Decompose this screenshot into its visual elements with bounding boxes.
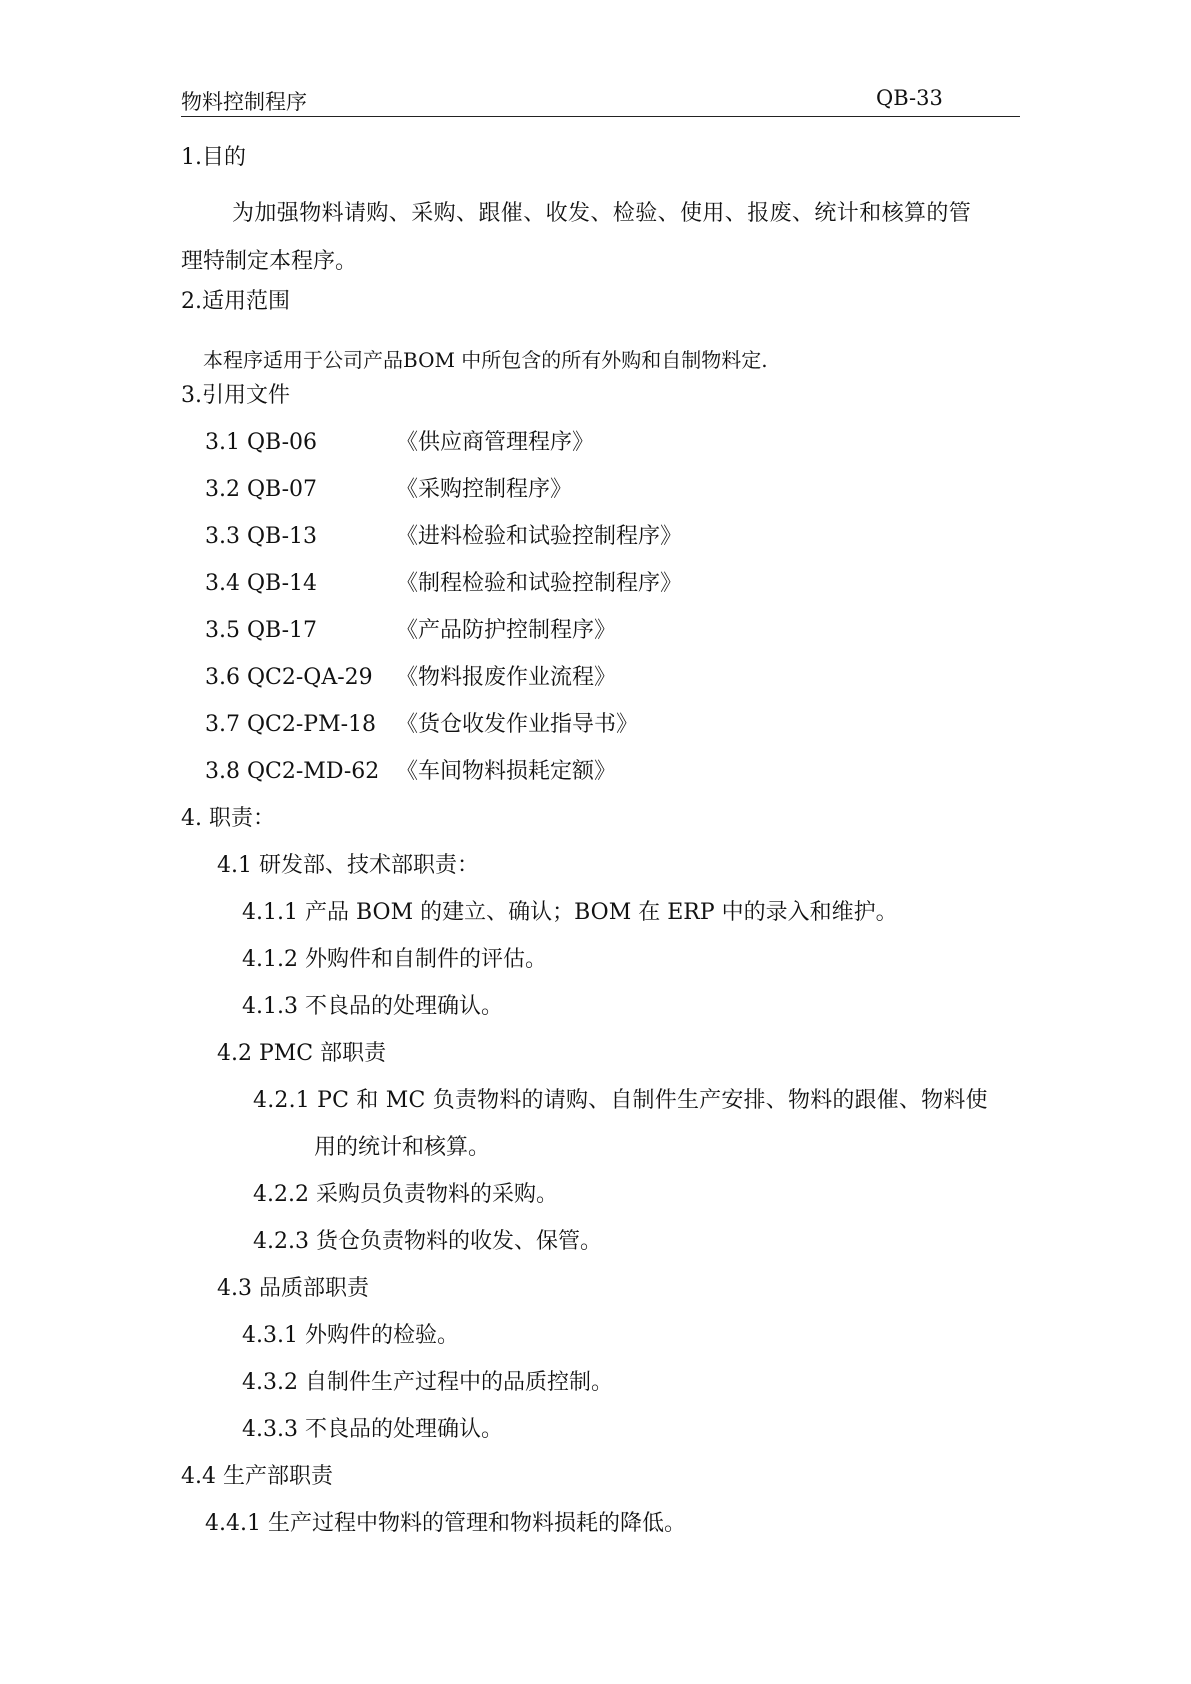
reference-number: 3.1: [205, 430, 240, 455]
section-4-1-item: 4.1.1 产品 BOM 的建立、确认；BOM 在 ERP 中的录入和维护。: [242, 900, 898, 925]
reference-item: [205, 428, 594, 458]
reference-code: QB-14: [247, 571, 318, 596]
reference-item: [205, 616, 616, 646]
reference-item: [205, 757, 616, 787]
section-4-3-item: 4.3.3 不良品的处理确认。: [242, 1417, 503, 1442]
section-2-paragraph: 本程序适用于公司产品BOM 中所包含的所有外购和自制物料定.: [203, 348, 768, 372]
section-3-heading: 3.引用文件: [181, 383, 290, 408]
section-4-2-heading: 4.2 PMC 部职责: [217, 1041, 387, 1066]
reference-code: QC2-PM-18: [247, 712, 377, 737]
section-4-4-item: 4.4.1 生产过程中物料的管理和物料损耗的降低。: [205, 1511, 686, 1536]
reference-code: QB-07: [247, 477, 318, 502]
reference-code: QB-06: [247, 430, 318, 455]
section-1-paragraph-line-2: 理特制定本程序。: [181, 249, 358, 274]
reference-title: 《货仓收发作业指导书》: [396, 712, 639, 737]
reference-title: 《制程检验和试验控制程序》: [396, 571, 683, 596]
section-4-3-heading: 4.3 品质部职责: [217, 1276, 369, 1301]
reference-title: 《进料检验和试验控制程序》: [396, 524, 683, 549]
reference-item: [205, 569, 682, 599]
reference-title: 《采购控制程序》: [396, 477, 573, 502]
page-header: [181, 84, 1020, 117]
reference-number: 3.8: [205, 759, 240, 784]
reference-code: QB-13: [247, 524, 318, 549]
reference-item: [205, 710, 638, 740]
section-4-3-item: 4.3.2 自制件生产过程中的品质控制。: [242, 1370, 613, 1395]
reference-code: QB-17: [247, 618, 318, 643]
section-4-2-item-continuation: 用的统计和核算。: [314, 1135, 491, 1160]
reference-code: QC2-MD-62: [247, 759, 380, 784]
reference-number: 3.4: [205, 571, 240, 596]
section-4-1-heading: 4.1 研发部、技术部职责：: [217, 853, 479, 878]
section-4-1-item: 4.1.2 外购件和自制件的评估。: [242, 947, 547, 972]
reference-item: [205, 475, 572, 505]
section-4-3-item: 4.3.1 外购件的检验。: [242, 1323, 459, 1348]
reference-item: [205, 522, 682, 552]
reference-title: 《供应商管理程序》: [396, 430, 595, 455]
document-code: QB-33: [876, 86, 943, 110]
section-4-1-item: 4.1.3 不良品的处理确认。: [242, 994, 503, 1019]
reference-title: 《车间物料损耗定额》: [396, 759, 617, 784]
section-4-2-item: 4.2.2 采购员负责物料的采购。: [253, 1182, 558, 1207]
reference-code: QC2-QA-29: [247, 665, 373, 690]
reference-title: 《物料报废作业流程》: [396, 665, 617, 690]
section-2-heading: 2.适用范围: [181, 289, 290, 314]
reference-number: 3.7: [205, 712, 240, 737]
section-4-2-item: 4.2.3 货仓负责物料的收发、保管。: [253, 1229, 602, 1254]
section-4-2-item: 4.2.1 PC 和 MC 负责物料的请购、自制件生产安排、物料的跟催、物料使: [253, 1088, 988, 1113]
reference-number: 3.5: [205, 618, 240, 643]
section-1-paragraph-line-1: 为加强物料请购、采购、跟催、收发、检验、使用、报废、统计和核算的管: [232, 201, 972, 226]
reference-number: 3.2: [205, 477, 240, 502]
section-4-heading: 4. 职责：: [181, 806, 275, 831]
section-4-4-heading: 4.4 生产部职责: [181, 1464, 333, 1489]
section-1-heading: 1.目的: [181, 145, 246, 170]
reference-number: 3.3: [205, 524, 240, 549]
document-title: 物料控制程序: [181, 90, 307, 114]
reference-number: 3.6: [205, 665, 240, 690]
reference-item: [205, 663, 616, 693]
reference-title: 《产品防护控制程序》: [396, 618, 617, 643]
